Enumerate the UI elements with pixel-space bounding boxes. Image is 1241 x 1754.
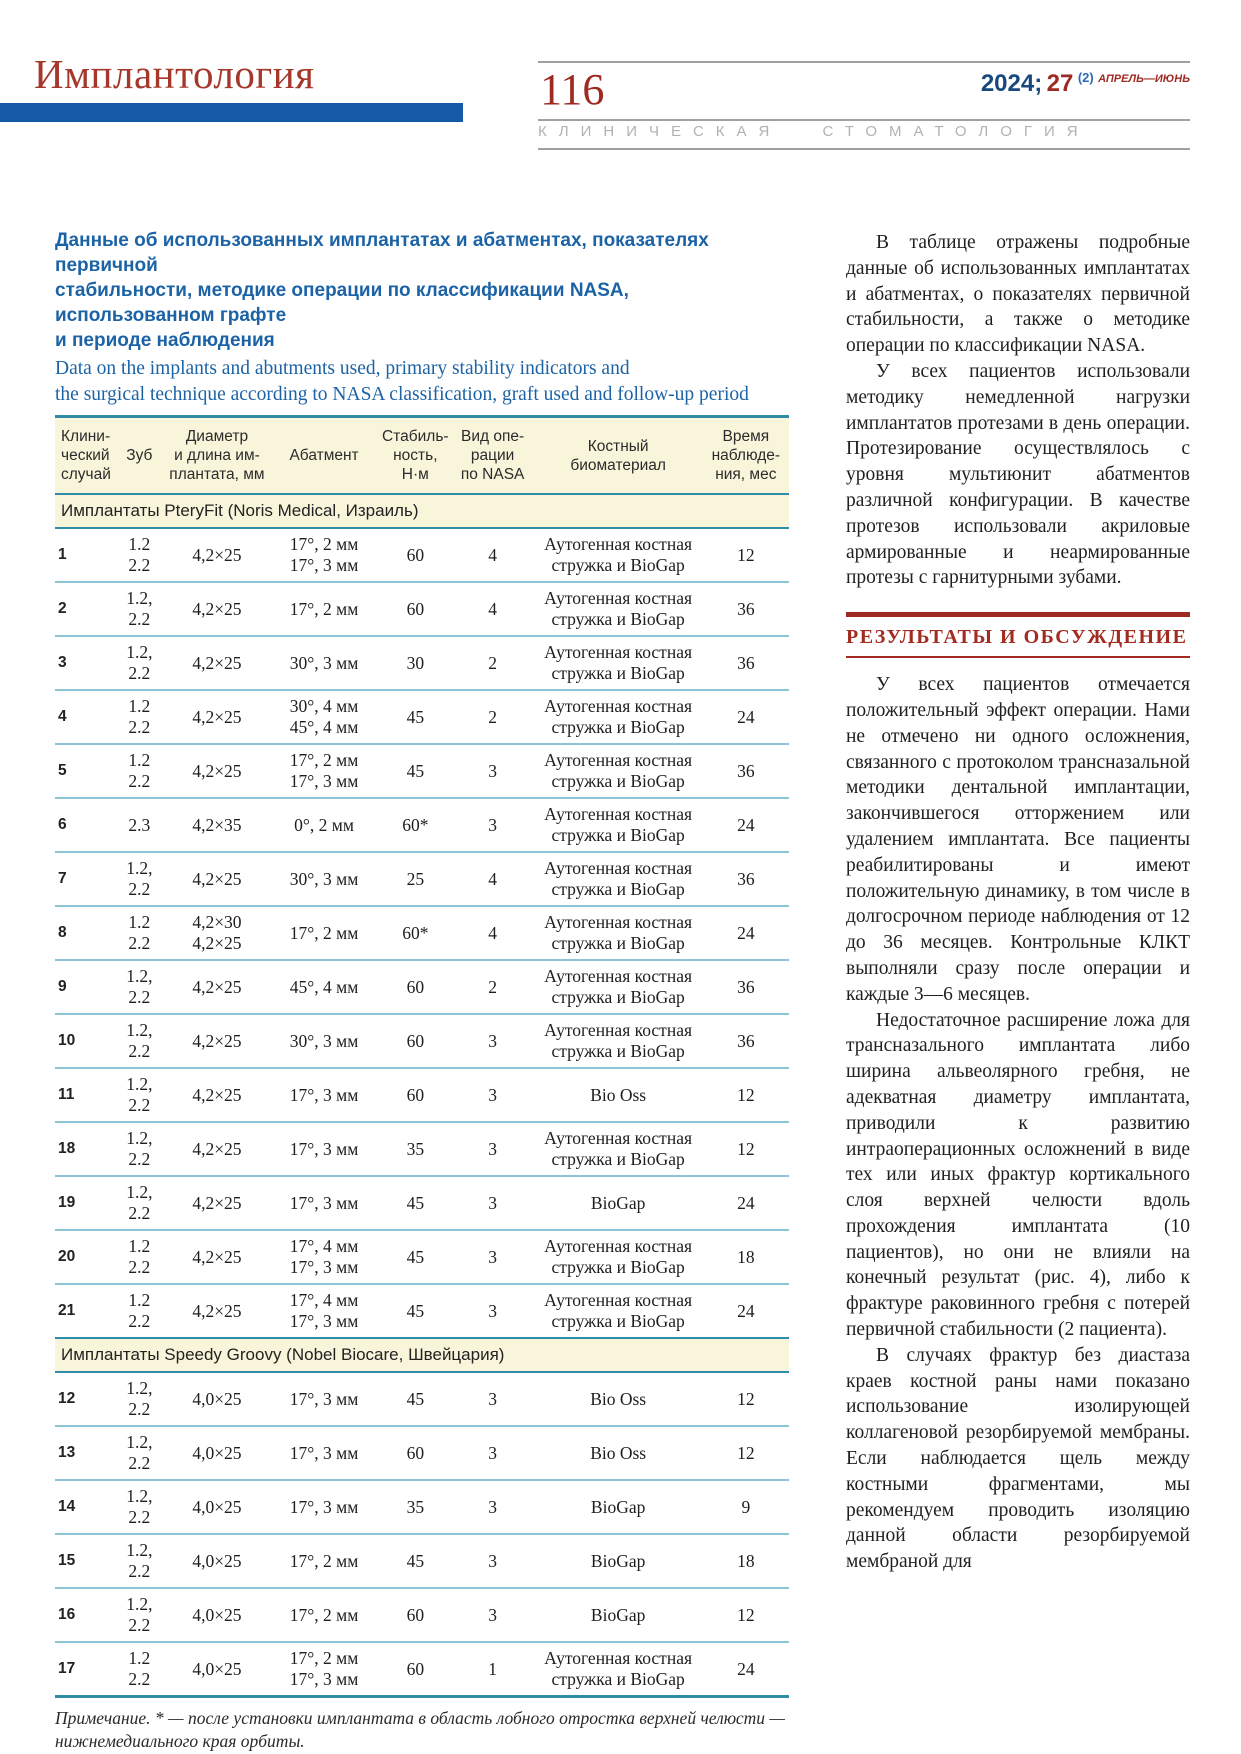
cell-abutment: 17°, 2 мм xyxy=(269,906,379,960)
table-row xyxy=(55,690,789,744)
table-row xyxy=(55,1534,789,1588)
cell-followup: 24 xyxy=(703,1284,789,1338)
cell-followup: 18 xyxy=(703,1534,789,1588)
results-rule-thick xyxy=(846,612,1190,617)
table-row xyxy=(55,636,789,690)
cell-graft: Аутогенная костная стружка и BioGap xyxy=(534,1122,703,1176)
column-header: Время наблюде- ния, мес xyxy=(703,417,789,495)
cell-followup: 24 xyxy=(703,1642,789,1697)
column-header: Клини- ческий случай xyxy=(55,417,114,495)
cell-nasa: 3 xyxy=(452,1176,534,1230)
cell-abutment: 30°, 3 мм xyxy=(269,852,379,906)
column-header: Зуб xyxy=(114,417,165,495)
table-title-en: Data on the implants and abutments used, primary stability indicators and the surgical technique according to NASA classification, graft used and follow-up period xyxy=(55,358,749,405)
cell-size: 4,2×25 xyxy=(165,1176,269,1230)
cell-case: 5 xyxy=(55,744,114,798)
cell-nasa: 3 xyxy=(452,1534,534,1588)
cell-graft: Bio Oss xyxy=(590,1388,647,1409)
cell-tooth: 1.2, 2.2 xyxy=(114,1068,165,1122)
results-heading: РЕЗУЛЬТАТЫ И ОБСУЖДЕНИЕ xyxy=(846,626,1190,658)
cell-size: 4,2×35 xyxy=(165,798,269,852)
cell-stability: 60* xyxy=(379,798,452,852)
cell-graft: Аутогенная костная стружка и BioGap xyxy=(534,1284,703,1338)
section-label: Имплантаты PteryFit (Noris Medical, Израиль) xyxy=(55,494,789,528)
cell-case: 17 xyxy=(55,1642,114,1697)
cell-followup: 12 xyxy=(737,544,755,565)
cell-graft: BioGap xyxy=(534,1588,703,1642)
cell-nasa: 4 xyxy=(452,906,534,960)
cell-stability: 60 xyxy=(379,1014,452,1068)
cell-followup: 12 xyxy=(703,1122,789,1176)
paragraph: У всех пациентов использовали методику немедленной нагрузки имплантатов протезами в день операции. Протезирование осуществлялось с уровня мультиюнит абатментов различной конфигурации. В качестве протезов использовали акриловые армированные и неармированные протезы с гарнитурными зубами. xyxy=(846,360,1190,589)
column-header: Диаметр и длина им- плантата, мм xyxy=(165,417,269,495)
cell-followup: 12 xyxy=(737,1388,755,1409)
header-rule-bottom xyxy=(538,148,1190,150)
cell-nasa: 4 xyxy=(488,544,497,565)
cell-nasa: 3 xyxy=(452,798,534,852)
cell-case: 13 xyxy=(55,1426,114,1480)
journal-months: АПРЕЛЬ—ИЮНЬ xyxy=(1098,73,1190,85)
cell-case: 20 xyxy=(55,1230,114,1284)
cell-stability: 45 xyxy=(379,744,452,798)
page-number: 116 xyxy=(540,65,605,114)
cell-followup: 12 xyxy=(703,1426,789,1480)
cell-size: 4,2×25 xyxy=(192,544,242,565)
table-row xyxy=(55,582,789,636)
cell-tooth: 1.2, 2.2 xyxy=(114,852,165,906)
cell-size: 4,2×25 xyxy=(165,1068,269,1122)
cell-nasa: 3 xyxy=(452,1014,534,1068)
cell-nasa: 3 xyxy=(452,744,534,798)
cell-size: 4,2×25 xyxy=(165,1122,269,1176)
table-row xyxy=(55,1014,789,1068)
column-header: Стабиль- ность, Н·м xyxy=(379,417,452,495)
cell-case: 14 xyxy=(55,1480,114,1534)
cell-graft: Аутогенная костная стружка и BioGap xyxy=(534,1230,703,1284)
journal-volume: 27 xyxy=(1046,70,1074,97)
table-row xyxy=(55,744,789,798)
cell-nasa: 4 xyxy=(452,852,534,906)
cell-case: 3 xyxy=(55,636,114,690)
cell-stability: 45 xyxy=(406,1388,425,1409)
cell-followup: 12 xyxy=(703,1068,789,1122)
cell-size: 4,2×25 xyxy=(165,960,269,1014)
cell-abutment: 17°, 3 мм xyxy=(269,1176,379,1230)
cell-stability: 45 xyxy=(379,1284,452,1338)
cell-abutment: 0°, 2 мм xyxy=(269,798,379,852)
cell-abutment: 17°, 4 мм 17°, 3 мм xyxy=(269,1230,379,1284)
cell-stability: 60 xyxy=(379,960,452,1014)
column-header: Костный биоматериал xyxy=(534,417,703,495)
cell-tooth: 1.2 2.2 xyxy=(114,906,165,960)
cell-nasa: 3 xyxy=(452,1480,534,1534)
cell-case: 15 xyxy=(55,1534,114,1588)
cell-graft: Аутогенная костная стружка и BioGap xyxy=(534,960,703,1014)
cell-tooth: 1.2, 2.2 xyxy=(126,1378,153,1419)
cell-followup: 36 xyxy=(703,960,789,1014)
cell-nasa: 2 xyxy=(452,690,534,744)
cell-size: 4,2×25 xyxy=(165,744,269,798)
cell-abutment: 30°, 4 мм 45°, 4 мм xyxy=(269,690,379,744)
cell-graft: Аутогенная костная стружка и BioGap xyxy=(534,1014,703,1068)
cell-graft: Аутогенная костная стружка и BioGap xyxy=(534,582,703,636)
cell-followup: 24 xyxy=(703,798,789,852)
table-row xyxy=(55,1176,789,1230)
cell-tooth: 1.2 2.2 xyxy=(114,1230,165,1284)
cell-abutment: 17°, 3 мм xyxy=(269,1068,379,1122)
section-title: Имплантология xyxy=(34,51,315,97)
cell-tooth: 1.2 2.2 xyxy=(114,1284,165,1338)
cell-abutment: 17°, 3 мм xyxy=(269,1480,379,1534)
cell-abutment: 17°, 4 мм 17°, 3 мм xyxy=(269,1284,379,1338)
cell-graft: Аутогенная костная стружка и BioGap xyxy=(534,1642,703,1697)
cell-graft: Bio Oss xyxy=(534,1068,703,1122)
table-row xyxy=(55,1480,789,1534)
table-row xyxy=(55,1068,789,1122)
table-row xyxy=(55,906,789,960)
cell-stability: 45 xyxy=(379,1534,452,1588)
cell-stability: 35 xyxy=(379,1480,452,1534)
cell-size: 4,0×25 xyxy=(192,1388,242,1409)
table-row xyxy=(55,1230,789,1284)
cell-stability: 60 xyxy=(379,1588,452,1642)
cell-nasa: 1 xyxy=(452,1642,534,1697)
cell-followup: 24 xyxy=(703,906,789,960)
cell-nasa: 3 xyxy=(488,1388,497,1409)
cell-size: 4,2×25 xyxy=(165,852,269,906)
cell-nasa: 3 xyxy=(452,1284,534,1338)
table-row xyxy=(55,852,789,906)
table-row xyxy=(55,1122,789,1176)
table-title-ru: Данные об использованных имплантатах и абатментах, показателях первичной стабильности, методике операции по классификации NASA, использованном графте и периоде наблюдения xyxy=(55,230,709,351)
cell-case: 7 xyxy=(55,852,114,906)
cell-stability: 25 xyxy=(379,852,452,906)
cell-case: 1 xyxy=(58,546,67,563)
cell-tooth: 1.2 2.2 xyxy=(114,690,165,744)
section-label: Имплантаты Speedy Groovy (Nobel Biocare, Швейцария) xyxy=(55,1338,789,1372)
cell-size: 4,2×25 xyxy=(165,690,269,744)
cell-tooth: 1.2, 2.2 xyxy=(114,1122,165,1176)
cell-nasa: 4 xyxy=(452,582,534,636)
implant-table xyxy=(55,415,789,1698)
cell-tooth: 1.2, 2.2 xyxy=(114,1176,165,1230)
table-row xyxy=(55,1284,789,1338)
cell-tooth: 1.2, 2.2 xyxy=(114,582,165,636)
left-column xyxy=(55,228,789,1753)
cell-graft: Bio Oss xyxy=(534,1426,703,1480)
cell-case: 21 xyxy=(55,1284,114,1338)
cell-stability: 60 xyxy=(379,1068,452,1122)
table-row xyxy=(55,1426,789,1480)
cell-nasa: 3 xyxy=(452,1426,534,1480)
cell-size: 4,2×25 xyxy=(165,1284,269,1338)
cell-graft: Аутогенная костная стружка и BioGap xyxy=(534,744,703,798)
table-row xyxy=(55,1642,789,1697)
cell-case: 4 xyxy=(55,690,114,744)
cell-stability: 60 xyxy=(379,582,452,636)
cell-tooth: 1.2, 2.2 xyxy=(114,1534,165,1588)
cell-abutment: 17°, 2 мм xyxy=(269,1534,379,1588)
journal-year: 2024; xyxy=(980,70,1043,97)
cell-abutment: 45°, 4 мм xyxy=(269,960,379,1014)
cell-graft: Аутогенная костная стружка и BioGap xyxy=(534,798,703,852)
cell-stability: 60 xyxy=(379,1426,452,1480)
cell-stability: 35 xyxy=(379,1122,452,1176)
cell-abutment: 17°, 3 мм xyxy=(269,1426,379,1480)
cell-tooth: 1.2, 2.2 xyxy=(114,1014,165,1068)
cell-tooth: 1.2, 2.2 xyxy=(114,960,165,1014)
paragraph: Недостаточное расширение ложа для трансназального имплантата либо ширина альвеолярного гребня, не адекватная диаметру имплантата, приводили к развитию интраоперационных осложнений в виде тех или иных фрактур кортикального слоя верхней челюсти вдоль прохождения имплантата (10 пациентов), но они не влияли на конечный результат (рис. 4), либо к фрактуре раковинного гребня с потерей первичной стабильности (2 пациента). xyxy=(846,1009,1190,1341)
cell-case: 8 xyxy=(55,906,114,960)
cell-graft: BioGap xyxy=(534,1534,703,1588)
cell-tooth: 1.2 2.2 xyxy=(114,744,165,798)
cell-tooth: 1.2, 2.2 xyxy=(114,636,165,690)
implant-table-head xyxy=(55,417,789,495)
cell-stability: 60 xyxy=(406,544,425,565)
table-row xyxy=(55,960,789,1014)
cell-followup: 12 xyxy=(703,1588,789,1642)
header-rule-middle xyxy=(538,119,1190,121)
journal-name: КЛИНИЧЕСКАЯ СТОМАТОЛОГИЯ xyxy=(538,123,1090,140)
cell-graft: Аутогенная костная стружка и BioGap xyxy=(534,906,703,960)
cell-stability: 45 xyxy=(379,1176,452,1230)
cell-case: 6 xyxy=(55,798,114,852)
cell-nasa: 3 xyxy=(452,1588,534,1642)
cell-followup: 36 xyxy=(703,852,789,906)
cell-abutment: 17°, 2 мм 17°, 3 мм xyxy=(269,1642,379,1697)
paragraph: В случаях фрактур без диастаза краев костной раны нами показано использование изолирующей коллагеновой резорбируемой мембраны. Если наблюдается щель между костными фрагментами, мы рекомендуем проводить изоляцию данной области резорбируемой мембраной для xyxy=(846,1344,1190,1573)
header-blue-bar xyxy=(0,103,463,122)
cell-abutment: 17°, 3 мм xyxy=(289,1388,359,1409)
cell-stability: 45 xyxy=(379,690,452,744)
cell-case: 12 xyxy=(58,1390,76,1407)
cell-abutment: 17°, 2 мм xyxy=(269,582,379,636)
table-row xyxy=(55,798,789,852)
cell-followup: 36 xyxy=(703,582,789,636)
cell-tooth: 1.2, 2.2 xyxy=(114,1588,165,1642)
cell-case: 9 xyxy=(55,960,114,1014)
cell-size: 4,2×25 xyxy=(165,1014,269,1068)
cell-size: 4,2×25 xyxy=(165,582,269,636)
cell-abutment: 17°, 2 мм 17°, 3 мм xyxy=(289,534,359,575)
cell-size: 4,0×25 xyxy=(165,1534,269,1588)
cell-graft: Аутогенная костная стружка и BioGap xyxy=(534,852,703,906)
cell-size: 4,2×30 4,2×25 xyxy=(165,906,269,960)
cell-followup: 36 xyxy=(703,744,789,798)
table-row xyxy=(55,528,789,582)
cell-stability: 30 xyxy=(379,636,452,690)
cell-nasa: 2 xyxy=(452,636,534,690)
table-footnote: Примечание. * — после установки имплантата в область лобного отростка верхней челюсти — нижнемедиального края орбиты. xyxy=(55,1708,785,1751)
cell-followup: 9 xyxy=(703,1480,789,1534)
paragraph: В таблице отражены подробные данные об использованных имплантатах и абатментах, о показателях первичной стабильности, а также о методике операции по классификации NASA. xyxy=(846,232,1190,357)
cell-size: 4,2×25 xyxy=(165,1230,269,1284)
cell-followup: 18 xyxy=(703,1230,789,1284)
cell-tooth: 1.2 2.2 xyxy=(114,1642,165,1697)
column-header: Вид опе- рации по NASA xyxy=(452,417,534,495)
cell-tooth: 1.2, 2.2 xyxy=(114,1426,165,1480)
cell-nasa: 3 xyxy=(452,1230,534,1284)
cell-size: 4,2×25 xyxy=(165,636,269,690)
cell-size: 4,0×25 xyxy=(165,1480,269,1534)
header-rule-top xyxy=(538,61,1190,63)
cell-size: 4,0×25 xyxy=(165,1426,269,1480)
results-heading-block xyxy=(846,612,1190,658)
cell-followup: 24 xyxy=(703,1176,789,1230)
cell-tooth: 1.2 2.2 xyxy=(128,534,151,575)
cell-graft: Аутогенная костная стружка и BioGap xyxy=(534,690,703,744)
cell-abutment: 17°, 3 мм xyxy=(269,1122,379,1176)
cell-graft: BioGap xyxy=(534,1176,703,1230)
cell-nasa: 3 xyxy=(452,1068,534,1122)
column-header: Абатмент xyxy=(269,417,379,495)
cell-abutment: 30°, 3 мм xyxy=(269,636,379,690)
cell-case: 16 xyxy=(55,1588,114,1642)
cell-nasa: 3 xyxy=(452,1122,534,1176)
cell-size: 4,0×25 xyxy=(165,1588,269,1642)
cell-case: 11 xyxy=(55,1068,114,1122)
cell-case: 18 xyxy=(55,1122,114,1176)
cell-abutment: 30°, 3 мм xyxy=(269,1014,379,1068)
cell-abutment: 17°, 2 мм xyxy=(269,1588,379,1642)
cell-case: 19 xyxy=(55,1176,114,1230)
cell-size: 4,0×25 xyxy=(165,1642,269,1697)
table-section-row xyxy=(55,1338,789,1372)
cell-case: 10 xyxy=(55,1014,114,1068)
journal-issue-number: (2) xyxy=(1077,70,1094,85)
table-row xyxy=(55,1372,789,1426)
cell-abutment: 17°, 2 мм 17°, 3 мм xyxy=(269,744,379,798)
cell-nasa: 2 xyxy=(452,960,534,1014)
cell-followup: 36 xyxy=(703,636,789,690)
paragraph: У всех пациентов отмечается положительный эффект операции. Нами не отмечено ни одного осложнения, связанного с протоколом трансназальной методики дентальной имплантации, закончившегося отторжением или удалением имплантата. Все пациенты реабилитированы и имеют положительную динамику, в том числе в долгосрочном периоде наблюдения от 12 до 36 месяцев. Контрольные КЛКТ выполняли сразу после операции и каждые 3—6 месяцев. xyxy=(846,674,1190,1005)
cell-graft: Аутогенная костная стружка и BioGap xyxy=(544,534,693,575)
cell-graft: BioGap xyxy=(534,1480,703,1534)
cell-tooth: 2.3 xyxy=(114,798,165,852)
table-row xyxy=(55,1588,789,1642)
cell-followup: 36 xyxy=(703,1014,789,1068)
cell-stability: 45 xyxy=(379,1230,452,1284)
cell-stability: 60* xyxy=(379,906,452,960)
cell-stability: 60 xyxy=(379,1642,452,1697)
issue-info xyxy=(981,70,1190,98)
cell-tooth: 1.2, 2.2 xyxy=(114,1480,165,1534)
cell-graft: Аутогенная костная стружка и BioGap xyxy=(534,636,703,690)
cell-case: 2 xyxy=(55,582,114,636)
right-column xyxy=(846,230,1190,1575)
cell-followup: 24 xyxy=(703,690,789,744)
table-section-row xyxy=(55,494,789,528)
